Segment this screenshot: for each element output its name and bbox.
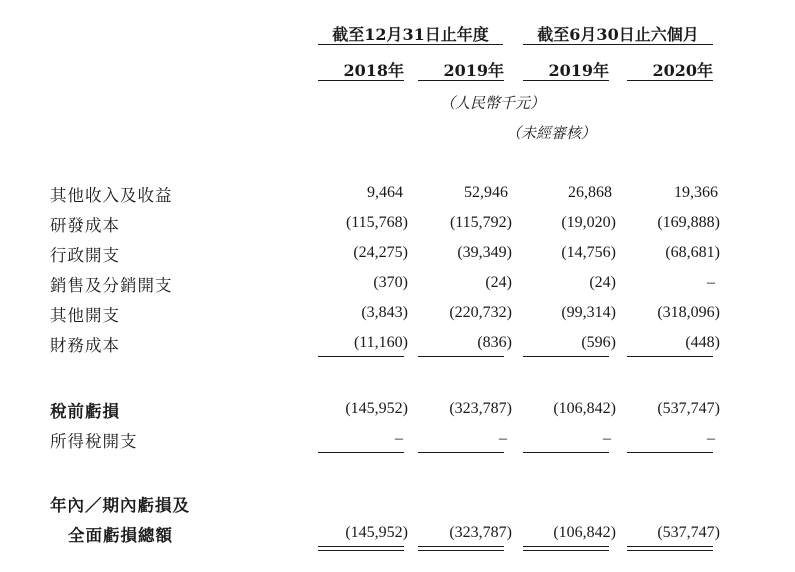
cell-total-comprehensive-loss-2019: (323,787) xyxy=(449,524,512,541)
cell-other-expenses-2019: (220,732) xyxy=(449,304,512,321)
cell-finance-costs-2020-interim: (448) xyxy=(685,334,720,351)
cell-total-comprehensive-loss-2018: (145,952) xyxy=(345,524,408,541)
row-label-loss-for-period-line1: 年內／期內虧損及 xyxy=(50,496,190,515)
year-header-2020-interim: 2020年 xyxy=(652,61,713,80)
cell-admin-expenses-2019-interim: (14,756) xyxy=(561,244,616,261)
cell-finance-costs-2019: (836) xyxy=(477,334,512,351)
year-header-2019: 2019年 xyxy=(443,61,504,80)
header-group-six-months-jun: 截至6月30日止六個月 xyxy=(537,25,699,44)
cell-other-income-2019: 52,946 xyxy=(464,184,508,201)
unaudited-label: （未經審核） xyxy=(506,124,597,142)
unit-label: （人民幣千元） xyxy=(440,94,546,112)
year-rule-2020-interim xyxy=(627,80,713,81)
cell-rd-costs-2019: (115,792) xyxy=(449,214,512,231)
cell-selling-expenses-2019-interim: (24) xyxy=(589,274,616,291)
cell-income-tax-2019: – xyxy=(499,430,507,447)
cell-loss-before-tax-2019-interim: (106,842) xyxy=(553,400,616,417)
double-rule-2018 xyxy=(318,546,404,551)
row-label-rd-costs: 研發成本 xyxy=(50,216,120,235)
cell-selling-expenses-2019: (24) xyxy=(485,274,512,291)
cell-rd-costs-2018: (115,768) xyxy=(345,214,408,231)
cell-income-tax-2018: – xyxy=(395,430,403,447)
subtotal-rule-2019-interim xyxy=(523,356,609,357)
double-rule-2019 xyxy=(418,546,504,551)
cell-income-tax-2019-interim: – xyxy=(603,430,611,447)
row-label-selling-expenses: 銷售及分銷開支 xyxy=(50,276,173,295)
total-rule-2018 xyxy=(318,452,404,453)
cell-admin-expenses-2019: (39,349) xyxy=(457,244,512,261)
cell-loss-before-tax-2020-interim: (537,747) xyxy=(657,400,720,417)
row-label-income-tax: 所得稅開支 xyxy=(50,432,138,451)
year-rule-2019 xyxy=(418,80,504,81)
year-rule-2019-interim xyxy=(523,80,609,81)
cell-rd-costs-2019-interim: (19,020) xyxy=(561,214,616,231)
subtotal-rule-2019 xyxy=(418,356,504,357)
row-label-finance-costs: 財務成本 xyxy=(50,336,120,355)
header-group-rule-dec xyxy=(318,44,503,45)
cell-selling-expenses-2020-interim: – xyxy=(707,274,715,291)
total-rule-2019 xyxy=(418,452,504,453)
total-rule-2020-interim xyxy=(627,452,713,453)
year-header-2019-interim: 2019年 xyxy=(548,61,609,80)
row-label-total-comprehensive-loss: 全面虧損總額 xyxy=(68,526,173,545)
total-rule-2019-interim xyxy=(523,452,609,453)
cell-loss-before-tax-2018: (145,952) xyxy=(345,400,408,417)
cell-other-expenses-2018: (3,843) xyxy=(361,304,408,321)
cell-other-income-2018: 9,464 xyxy=(367,184,403,201)
cell-other-income-2020-interim: 19,366 xyxy=(674,184,718,201)
cell-total-comprehensive-loss-2019-interim: (106,842) xyxy=(553,524,616,541)
cell-other-expenses-2019-interim: (99,314) xyxy=(561,304,616,321)
double-rule-2020-interim xyxy=(627,546,713,551)
year-rule-2018 xyxy=(318,80,404,81)
double-rule-2019-interim xyxy=(523,546,609,551)
cell-loss-before-tax-2019: (323,787) xyxy=(449,400,512,417)
header-group-rule-jun xyxy=(523,44,713,45)
row-label-other-income: 其他收入及收益 xyxy=(50,186,173,205)
cell-admin-expenses-2020-interim: (68,681) xyxy=(665,244,720,261)
subtotal-rule-2020-interim xyxy=(627,356,713,357)
header-group-year-ended-dec: 截至12月31日止年度 xyxy=(332,25,489,44)
cell-finance-costs-2018: (11,160) xyxy=(353,334,408,351)
year-header-2018: 2018年 xyxy=(343,61,404,80)
row-label-other-expenses: 其他開支 xyxy=(50,306,120,325)
cell-other-income-2019-interim: 26,868 xyxy=(568,184,612,201)
cell-total-comprehensive-loss-2020-interim: (537,747) xyxy=(657,524,720,541)
cell-finance-costs-2019-interim: (596) xyxy=(581,334,616,351)
row-label-admin-expenses: 行政開支 xyxy=(50,246,120,265)
cell-selling-expenses-2018: (370) xyxy=(373,274,408,291)
cell-rd-costs-2020-interim: (169,888) xyxy=(657,214,720,231)
cell-other-expenses-2020-interim: (318,096) xyxy=(657,304,720,321)
subtotal-rule-2018 xyxy=(318,356,404,357)
cell-income-tax-2020-interim: – xyxy=(707,430,715,447)
row-label-loss-before-tax: 稅前虧損 xyxy=(50,402,120,421)
cell-admin-expenses-2018: (24,275) xyxy=(353,244,408,261)
